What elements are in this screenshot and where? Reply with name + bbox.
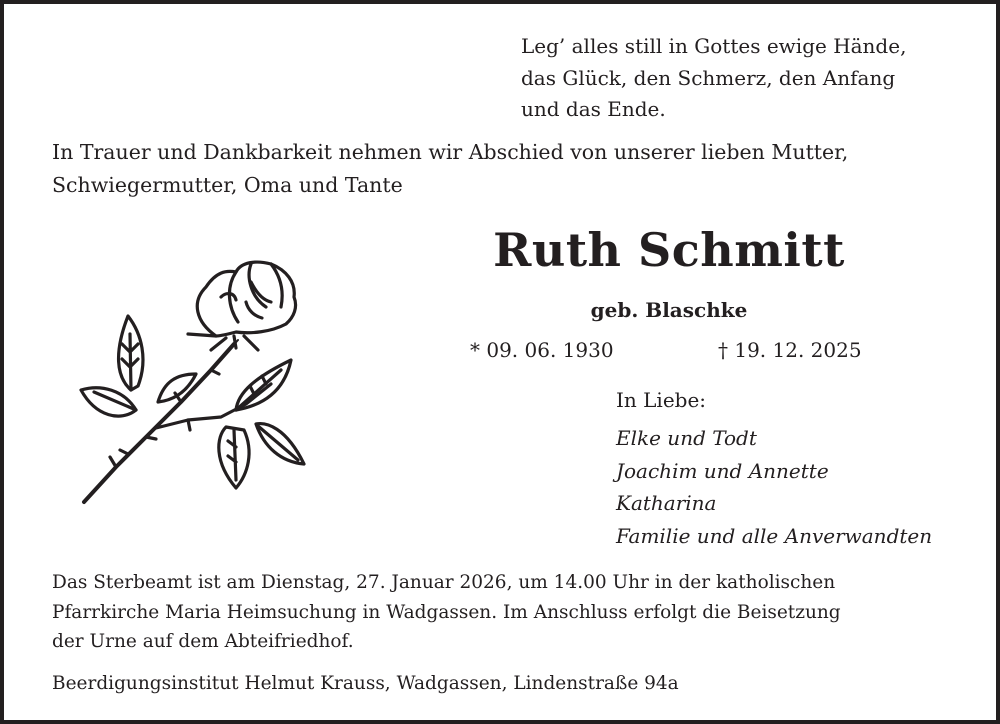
mourners-list bbox=[616, 422, 932, 552]
birth-date: * 09. 06. 1930 bbox=[470, 338, 614, 362]
service-details bbox=[52, 568, 841, 657]
verse-line: das Glück, den Schmerz, den Anfang bbox=[521, 65, 896, 90]
mourner-name: Joachim und Annette bbox=[616, 458, 829, 483]
intro-text bbox=[52, 136, 848, 202]
obituary-notice bbox=[4, 4, 996, 720]
mourner-name: Familie und alle Anverwandten bbox=[616, 523, 933, 548]
mourner-name: Elke und Todt bbox=[616, 426, 757, 450]
service-line: Pfarrkirche Maria Heimsuchung in Wadgassen. Im Anschluss erfolgt die Beisetzung bbox=[52, 601, 841, 623]
service-line: der Urne auf dem Abteifriedhof. bbox=[52, 631, 354, 652]
intro-line: In Trauer und Dankbarkeit nehmen wir Abschied von unserer lieben Mutter, bbox=[52, 140, 849, 164]
verse-line: Leg’ alles still in Gottes ewige Hände, bbox=[521, 34, 907, 58]
verse-quote bbox=[521, 31, 906, 126]
mourner-name: Katharina bbox=[616, 491, 717, 515]
funeral-home: Beerdigungsinstitut Helmut Krauss, Wadgassen, Lindenstraße 94a bbox=[52, 673, 679, 694]
deceased-name: Ruth Schmitt bbox=[493, 223, 845, 277]
verse-line: und das Ende. bbox=[521, 97, 666, 121]
mourners-label: In Liebe: bbox=[616, 388, 707, 412]
rose-icon bbox=[76, 252, 312, 508]
maiden-name: geb. Blaschke bbox=[590, 298, 748, 322]
death-date: † 19. 12. 2025 bbox=[718, 338, 862, 362]
service-line: Das Sterbeamt ist am Dienstag, 27. Januar 2026, um 14.00 Uhr in der katholischen bbox=[52, 572, 836, 593]
intro-line: Schwiegermutter, Oma und Tante bbox=[52, 173, 403, 197]
